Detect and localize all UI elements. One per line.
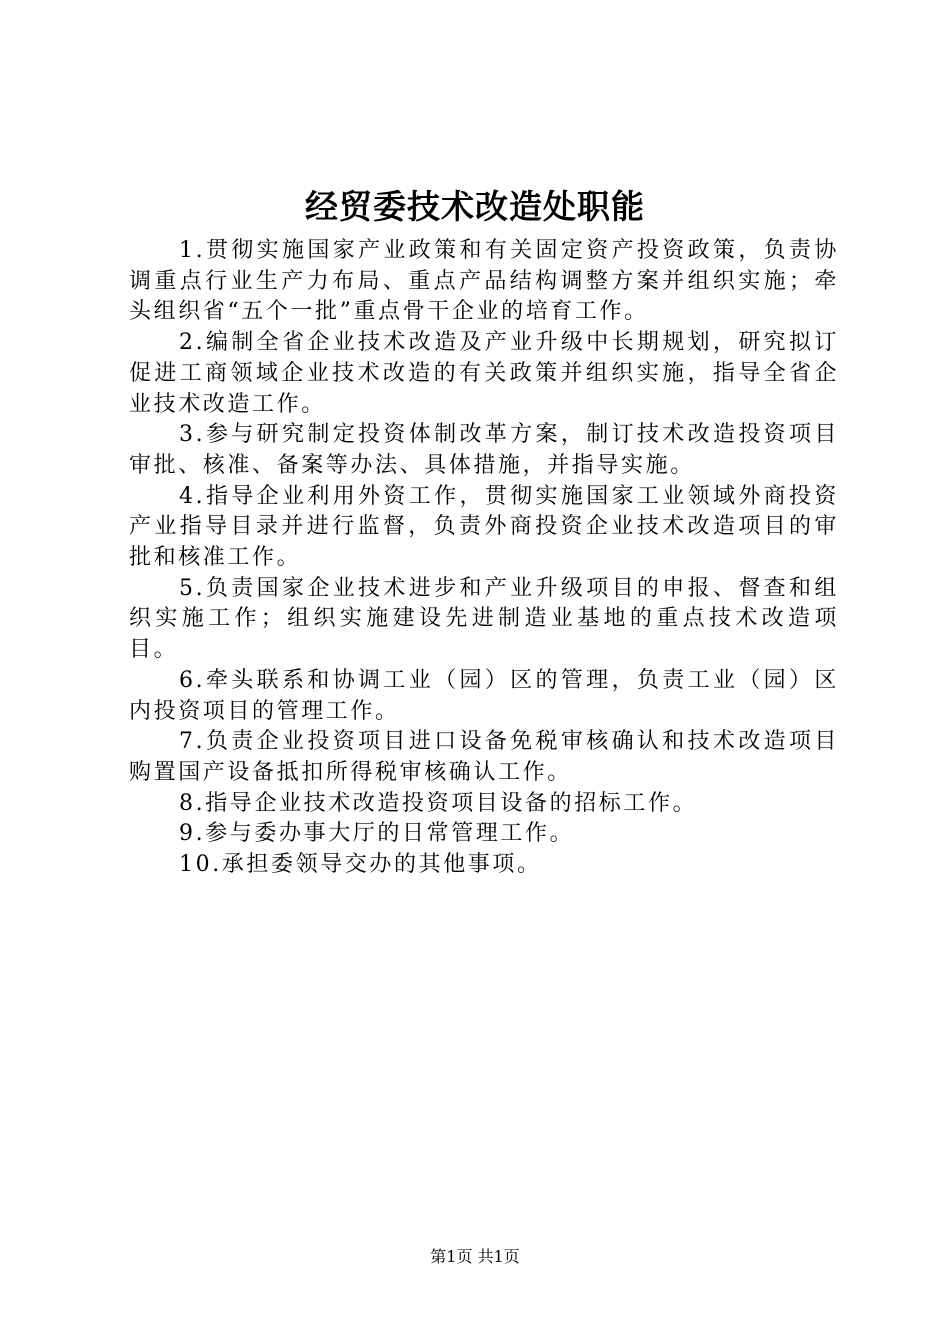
document-body <box>129 236 839 881</box>
page-footer: 第1页 共1页 <box>430 1247 520 1266</box>
paragraph-6: 6.牵头联系和协调工业（园）区的管理，负责工业（园）区内投资项目的管理工作。 <box>129 667 839 724</box>
page-title: 经贸委技术改造处职能 <box>305 187 645 226</box>
paragraph-4: 4.指导企业利用外资工作，贯彻实施国家工业领域外商投资产业指导目录并进行监督，负责外商投资企业技术改造项目的审批和核准工作。 <box>129 483 839 571</box>
paragraph-3: 3.参与研究制定投资体制改革方案，制订技术改造投资项目审批、核准、备案等办法、具体措施，并指导实施。 <box>129 422 839 478</box>
paragraph-7: 7.负责企业投资项目进口设备免税审核确认和技术改造项目购置国产设备抵扣所得税审核确认工作。 <box>129 729 839 785</box>
paragraph-10: 10.承担委领导交办的其他事项。 <box>179 852 542 878</box>
paragraph-2: 2.编制全省企业技术改造及产业升级中长期规划，研究拟订促进工商领域企业技术改造的有关政策并组织实施，指导全省企业技术改造工作。 <box>129 330 839 417</box>
paragraph-9: 9.参与委办事大厅的日常管理工作。 <box>179 821 575 847</box>
paragraph-8: 8.指导企业技术改造投资项目设备的招标工作。 <box>179 790 698 816</box>
paragraph-1: 1.贯彻实施国家产业政策和有关固定资产投资政策，负责协调重点行业生产力布局、重点产品结构调整方案并组织实施；牵头组织省“五个一批”重点骨干企业的培育工作。 <box>129 238 839 325</box>
paragraph-5: 5.负责国家企业技术进步和产业升级项目的申报、督查和组织实施工作；组织实施建设先进制造业基地的重点技术改造项目。 <box>129 575 839 663</box>
